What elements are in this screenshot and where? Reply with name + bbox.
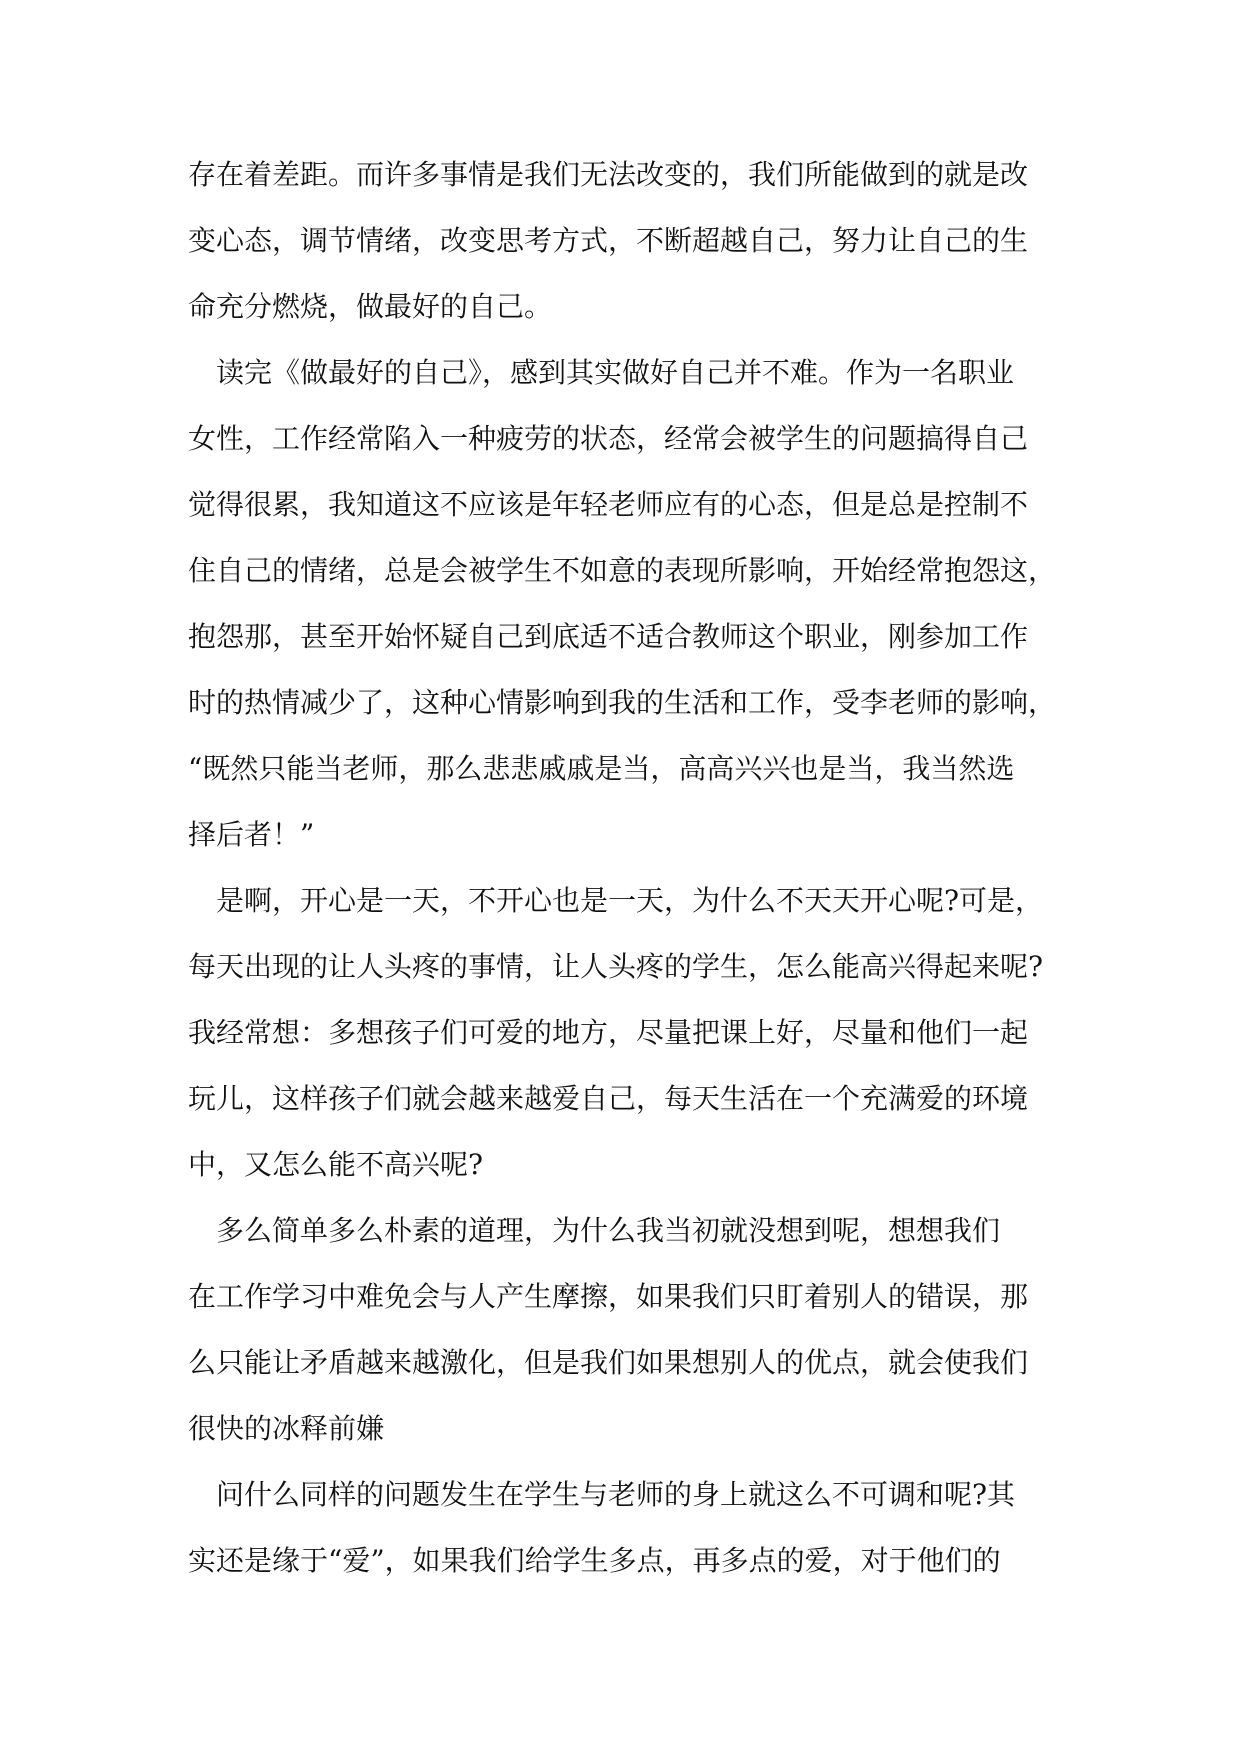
text-line: 在工作学习中难免会与人产生摩擦，如果我们只盯着别人的错误，那 [188,1280,1029,1313]
paragraph [188,158,1058,356]
text-line: 我经常想：多想孩子们可爱的地方，尽量把课上好，尽量和他们一起 [188,1016,1029,1049]
paragraph [188,884,1058,1214]
text-line: 时的热情减少了，这种心情影响到我的生活和工作，受李老师的影响， [188,686,1057,719]
paragraph [188,1478,1058,1610]
text-line: 实还是缘于“爱”，如果我们给学生多点，再多点的爱，对于他们的 [188,1544,1001,1577]
text-line: 么只能让矛盾越来越激化，但是我们如果想别人的优点，就会使我们 [188,1346,1029,1379]
text-line: 很快的冰释前嫌 [188,1412,385,1445]
text-line: 每天出现的让人头疼的事情，让人头疼的学生，怎么能高兴得起来呢? [188,950,1044,983]
text-line: 是啊，开心是一天，不开心也是一天，为什么不天天开心呢?可是， [188,884,1044,917]
paragraph [188,1214,1058,1478]
text-line: 女性，工作经常陷入一种疲劳的状态，经常会被学生的问题搞得自己 [188,422,1029,455]
paragraph [188,356,1058,884]
text-line: 读完《做最好的自己》，感到其实做好自己并不难。作为一名职业 [188,356,1015,389]
text-line: 多么简单多么朴素的道理，为什么我当初就没想到呢，想想我们 [188,1214,1001,1247]
text-line: 变心态，调节情绪，改变思考方式，不断超越自己，努力让自己的生 [188,224,1029,257]
text-line: 存在着差距。而许多事情是我们无法改变的，我们所能做到的就是改 [188,158,1029,191]
text-line: 问什么同样的问题发生在学生与老师的身上就这么不可调和呢?其 [188,1478,1016,1511]
text-line: 中，又怎么能不高兴呢? [188,1148,484,1181]
text-line: 玩儿，这样孩子们就会越来越爱自己，每天生活在一个充满爱的环境 [188,1082,1029,1115]
text-line: 抱怨那，甚至开始怀疑自己到底适不适合教师这个职业，刚参加工作 [188,620,1029,653]
text-line: “既然只能当老师，那么悲悲戚戚是当，高高兴兴也是当，我当然选 [188,752,1015,785]
text-line: 择后者！” [188,818,315,851]
document-body [188,158,1058,1610]
text-line: 觉得很累，我知道这不应该是年轻老师应有的心态，但是总是控制不 [188,488,1029,521]
text-line: 命充分燃烧，做最好的自己。 [188,290,553,323]
text-line: 住自己的情绪，总是会被学生不如意的表现所影响，开始经常抱怨这， [188,554,1057,587]
